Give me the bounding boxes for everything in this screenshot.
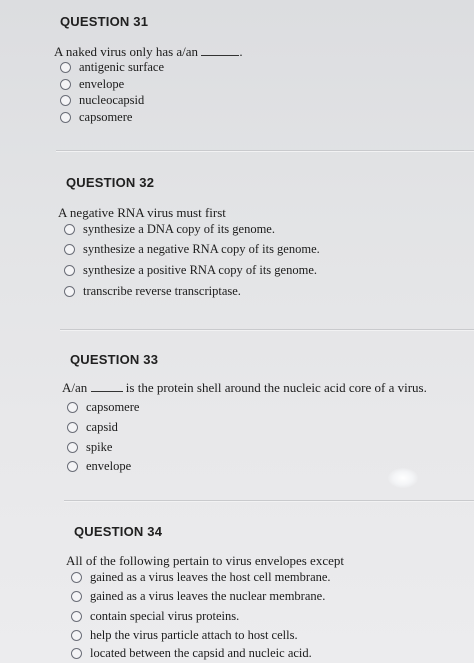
option-label: antigenic surface — [79, 60, 165, 74]
radio-button[interactable] — [60, 112, 71, 123]
q33-option-3[interactable] — [67, 440, 112, 455]
radio-button[interactable] — [64, 244, 75, 255]
question-33-text — [62, 380, 427, 396]
radio-button[interactable] — [67, 422, 78, 433]
option-label: capsomere — [79, 110, 133, 124]
question-32-stem: A negative RNA virus must first — [58, 205, 226, 220]
question-31-stem: A naked virus only has a/an — [54, 44, 199, 59]
answer-blank — [91, 391, 123, 392]
question-34-text — [66, 553, 344, 569]
q34-option-2[interactable] — [71, 589, 325, 604]
option-label: capsid — [86, 420, 118, 434]
question-34-stem: All of the following pertain to virus envelopes except — [66, 553, 344, 568]
question-divider — [64, 500, 474, 502]
option-label: gained as a virus leaves the nuclear membrane. — [90, 589, 326, 603]
q33-option-4[interactable] — [67, 459, 131, 474]
question-33-stem: A/an — [62, 380, 88, 395]
option-label: envelope — [86, 459, 132, 473]
radio-button[interactable] — [60, 79, 71, 90]
option-label: capsomere — [86, 400, 140, 414]
radio-button[interactable] — [64, 286, 75, 297]
option-label: synthesize a DNA copy of its genome. — [83, 222, 275, 236]
question-divider — [56, 150, 474, 152]
option-label: synthesize a negative RNA copy of its genome. — [83, 242, 320, 256]
radio-button[interactable] — [67, 461, 78, 472]
option-label: spike — [86, 440, 113, 454]
question-33-stem-end: is the protein shell around the nucleic acid core of a virus. — [125, 380, 427, 395]
q31-option-2[interactable] — [60, 77, 124, 92]
question-divider — [60, 329, 474, 331]
option-label: contain special virus proteins. — [90, 609, 240, 623]
q34-option-4[interactable] — [71, 628, 298, 643]
screen-glare — [388, 468, 418, 488]
q32-option-3[interactable] — [64, 263, 317, 278]
radio-button[interactable] — [71, 611, 82, 622]
q33-option-2[interactable] — [67, 420, 118, 435]
question-33-title: QUESTION 33 — [70, 352, 159, 367]
option-label: located between the capsid and nucleic acid. — [90, 646, 312, 660]
answer-blank — [201, 55, 239, 56]
option-label: synthesize a positive RNA copy of its genome. — [83, 263, 317, 277]
q31-option-1[interactable] — [60, 60, 164, 75]
radio-button[interactable] — [60, 95, 71, 106]
radio-button[interactable] — [67, 442, 78, 453]
q34-option-1[interactable] — [71, 570, 331, 585]
radio-button[interactable] — [64, 224, 75, 235]
question-31-stem-end: . — [239, 44, 243, 59]
option-label: gained as a virus leaves the host cell membrane. — [90, 570, 331, 584]
q31-option-3[interactable] — [60, 93, 144, 108]
option-label: envelope — [79, 77, 125, 91]
option-label: help the virus particle attach to host cells. — [90, 628, 298, 642]
radio-button[interactable] — [64, 265, 75, 276]
q32-option-1[interactable] — [64, 222, 275, 237]
question-31-text — [54, 44, 243, 60]
question-32-title: QUESTION 32 — [66, 175, 155, 190]
q34-option-3[interactable] — [71, 609, 239, 624]
q31-option-4[interactable] — [60, 110, 132, 125]
q34-option-5[interactable] — [71, 646, 312, 661]
radio-button[interactable] — [60, 62, 71, 73]
radio-button[interactable] — [71, 591, 82, 602]
radio-button[interactable] — [71, 648, 82, 659]
question-31-title: QUESTION 31 — [60, 14, 149, 29]
q32-option-4[interactable] — [64, 284, 241, 299]
radio-button[interactable] — [67, 402, 78, 413]
q33-option-1[interactable] — [67, 400, 139, 415]
radio-button[interactable] — [71, 630, 82, 641]
radio-button[interactable] — [71, 572, 82, 583]
q32-option-2[interactable] — [64, 242, 320, 257]
option-label: nucleocapsid — [79, 93, 145, 107]
question-34-title: QUESTION 34 — [74, 524, 163, 539]
option-label: transcribe reverse transcriptase. — [83, 284, 241, 298]
question-32-text — [58, 205, 226, 221]
